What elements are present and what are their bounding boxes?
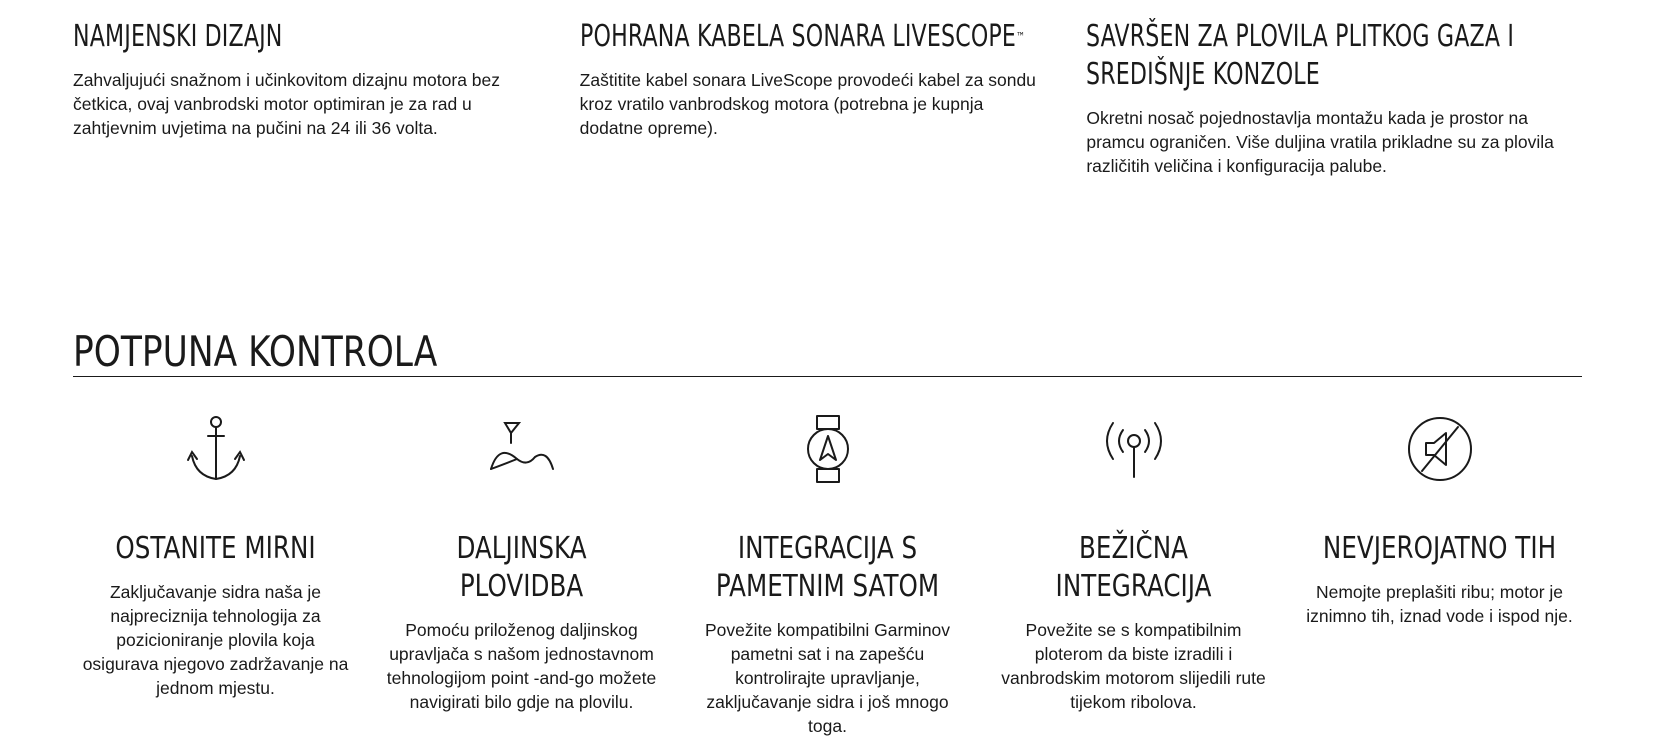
wireless-signal-icon — [991, 412, 1276, 486]
feature-cable-storage — [580, 18, 1087, 178]
feature-text: Okretni nosač pojednostavlja montažu kada je prostor na pramcu ograničen. Više duljina vratila prikladne su za plovila različitih veličina i konfiguracija palube. — [1086, 108, 1554, 176]
feature-title: POHRANA KABELA SONARA LIVESCOPE™ — [579, 19, 1025, 54]
feature-text: Zaštitite kabel sonara LiveScope provodeći kabel za sondu kroz vratilo vanbrodskog motora (potrebna je kupnja dodatne opreme). — [579, 70, 1036, 138]
section-divider — [73, 376, 1582, 377]
control-title: BEŽIČNA INTEGRACIJA — [1055, 531, 1212, 604]
control-title: DALJINSKA PLOVIDBA — [456, 531, 587, 604]
section-title: POTPUNA KONTROLA — [73, 327, 438, 376]
anchor-icon — [73, 412, 358, 486]
control-quiet — [1297, 412, 1582, 738]
control-smartwatch — [685, 412, 970, 738]
control-text: Nemojte preplašiti ribu; motor je iznimno tih, iznad vode i ispod nje. — [1306, 582, 1573, 626]
feature-purpose-built — [73, 18, 580, 178]
control-remote-navigation — [379, 412, 664, 738]
feature-title: SAVRŠEN ZA PLOVILA PLITKOG GAZA I SREDIŠNJE KONZOLE — [1086, 19, 1515, 92]
control-wireless — [991, 412, 1276, 738]
control-title: NEVJEROJATNO TIH — [1322, 531, 1557, 566]
mute-icon — [1297, 412, 1582, 486]
control-text: Pomoću priloženog daljinskog upravljača s našom jednostavnom tehnologijom point -and-go možete navigirati bilo gdje na plovilu. — [386, 620, 657, 712]
route-flag-icon — [379, 412, 664, 486]
feature-title: NAMJENSKI DIZAJN — [73, 19, 283, 54]
control-anchor-lock — [73, 412, 358, 738]
control-title: INTEGRACIJA S PAMETNIM SATOM — [715, 531, 940, 604]
controls-grid — [73, 412, 1582, 738]
feature-shallow-draft — [1086, 18, 1593, 178]
top-features — [73, 18, 1593, 178]
feature-text: Zahvaljujući snažnom i učinkovitom dizajnu motora bez četkica, ovaj vanbrodski motor optimiran je za rad u zahtjevnim uvjetima na pučini na 24 ili 36 volta. — [73, 70, 501, 138]
trademark-mark: ™ — [1015, 30, 1025, 44]
control-text: Povežite kompatibilni Garminov pametni sat i na zapešću kontrolirajte upravljanje, zaključavanje sidra i još mnogo toga. — [704, 620, 951, 736]
control-text: Povežite se s kompatibilnim ploterom da biste izradili i vanbrodskim motorom slijedili rute tijekom ribolova. — [1001, 620, 1266, 712]
control-text: Zaključavanje sidra naša je najpreciznija tehnologija za pozicioniranje plovila koja osigurava njegovo zadržavanje na jednom mjestu. — [82, 582, 349, 698]
control-title: OSTANITE MIRNI — [115, 531, 316, 566]
smartwatch-icon — [685, 412, 970, 486]
